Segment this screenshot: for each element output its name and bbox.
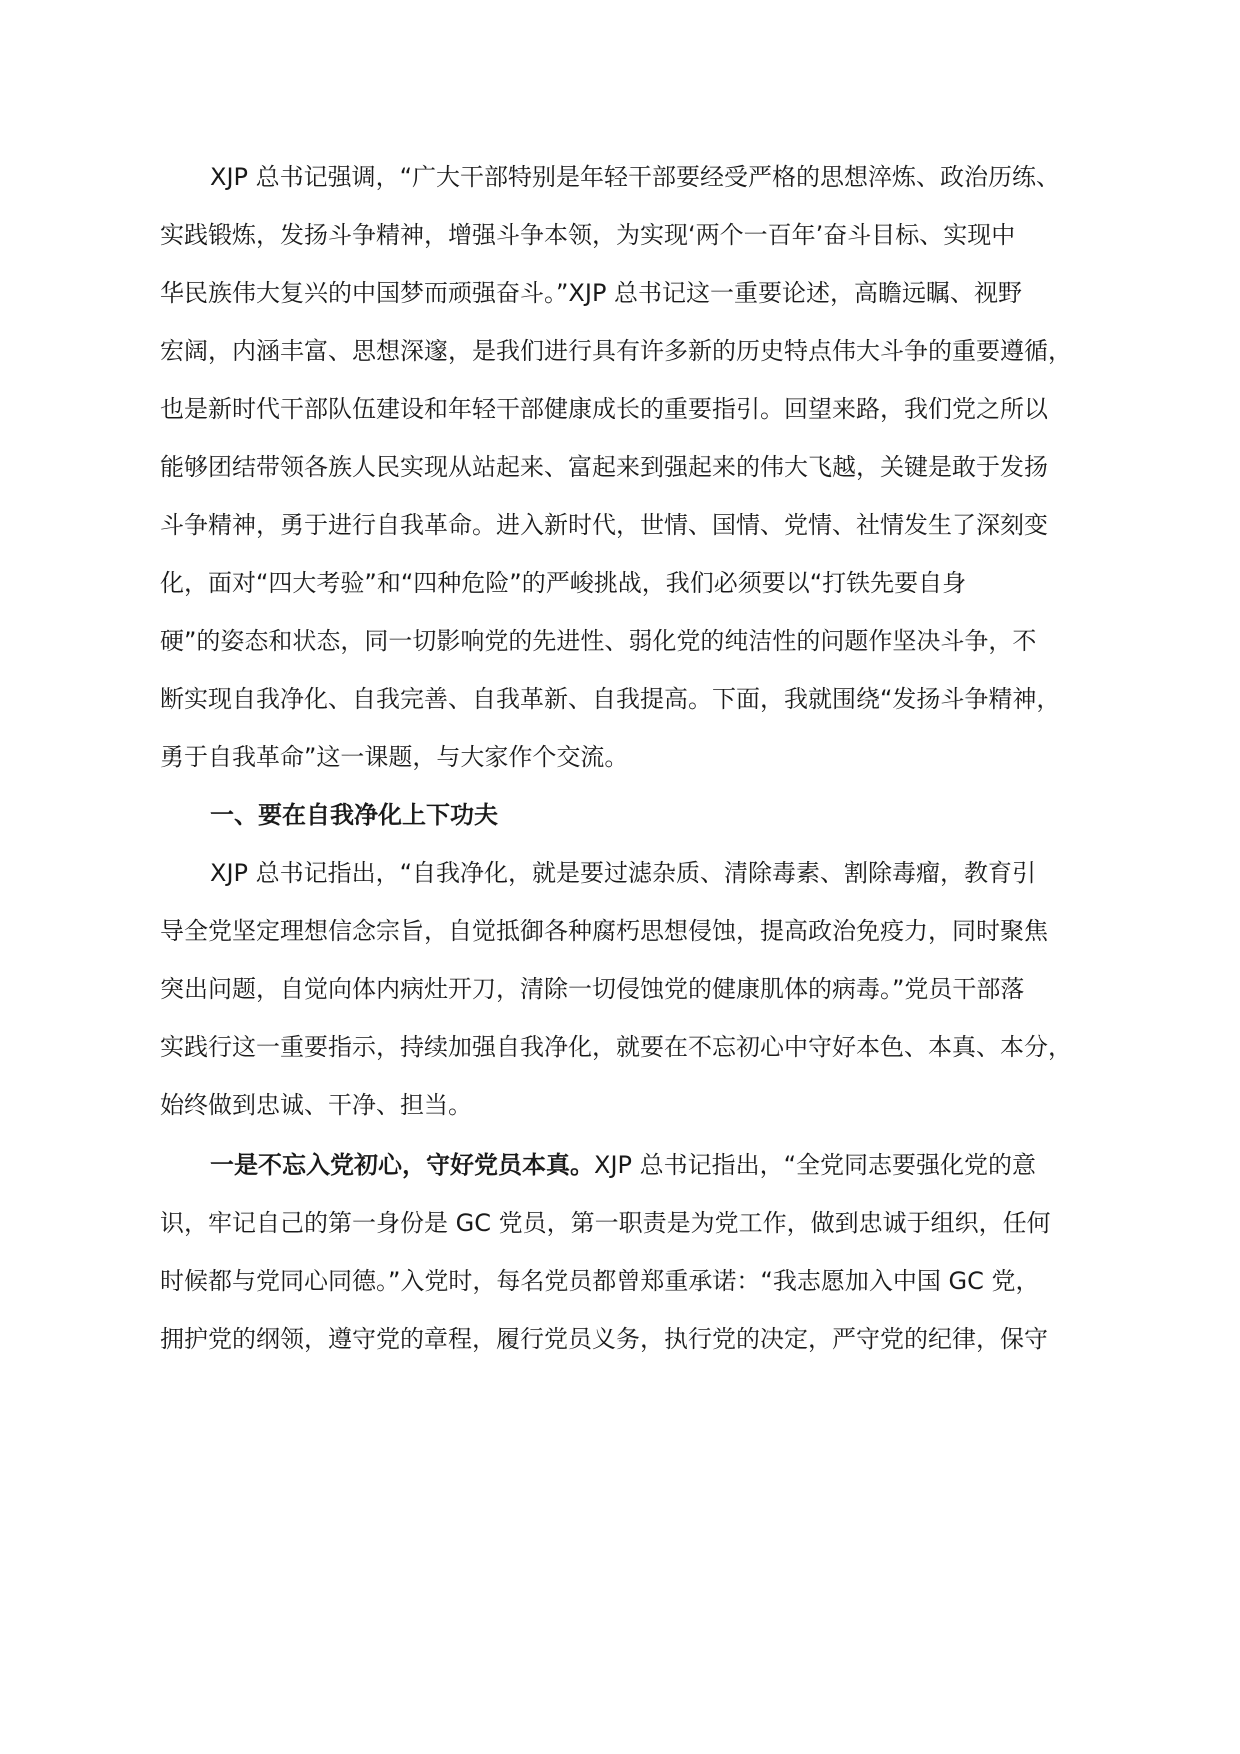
section-heading-1: 一、要在自我净化上下功夫 [210,801,498,829]
paragraph-1-line-1: XJP 总书记强调，“广大干部特别是年轻干部要经受严格的思想淬炼、政治历练、 [210,163,1061,191]
paragraph-2-line-4: 实践行这一重要指示，持续加强自我净化，就要在不忘初心中守好本色、本真、本分， [160,1033,1072,1061]
paragraph-3-line-3: 时候都与党同心同德。”入党时，每名党员都曾郑重承诺：“我志愿加入中国 GC 党， [160,1267,1040,1295]
paragraph-2-line-3: 突出问题，自觉向体内病灶开刀，清除一切侵蚀党的健康肌体的病毒。”党员干部落 [160,975,1025,1003]
paragraph-1-line-6: 能够团结带领各族人民实现从站起来、富起来到强起来的伟大飞越，关键是敢于发扬 [160,453,1048,481]
paragraph-1-line-8: 化，面对“四大考验”和“四种危险”的严峻挑战，我们必须要以“打铁先要自身 [160,569,967,597]
paragraph-3-first-rest: XJP 总书记指出，“全党同志要强化党的意 [594,1151,1037,1179]
paragraph-1-line-9: 硬”的姿态和状态，同一切影响党的先进性、弱化党的纯洁性的问题作坚决斗争，不 [160,627,1037,655]
paragraph-2-line-5: 始终做到忠诚、干净、担当。 [160,1091,472,1119]
paragraph-3-bold-lead: 一是不忘入党初心，守好党员本真。 [210,1151,594,1179]
paragraph-3-line-4: 拥护党的纲领，遵守党的章程，履行党员义务，执行党的决定，严守党的纪律，保守 [160,1325,1048,1353]
paragraph-1-line-2: 实践锻炼，发扬斗争精神，增强斗争本领，为实现‘两个一百年’奋斗目标、实现中 [160,221,1016,249]
paragraph-1-line-11: 勇于自我革命”这一课题，与大家作个交流。 [160,743,629,771]
paragraph-2-line-2: 导全党坚定理想信念宗旨，自觉抵御各种腐朽思想侵蚀，提高政治免疫力，同时聚焦 [160,917,1048,945]
paragraph-1-line-3: 华民族伟大复兴的中国梦而顽强奋斗。”XJP 总书记这一重要论述，高瞻远瞩、视野 [160,279,1023,307]
paragraph-1-line-7: 斗争精神，勇于进行自我革命。进入新时代，世情、国情、党情、社情发生了深刻变 [160,511,1048,539]
paragraph-1-line-10: 断实现自我净化、自我完善、自我革新、自我提高。下面，我就围绕“发扬斗争精神， [160,685,1061,713]
paragraph-3-line-1 [210,1150,1036,1180]
paragraph-1-line-4: 宏阔，内涵丰富、思想深邃，是我们进行具有许多新的历史特点伟大斗争的重要遵循， [160,337,1072,365]
paragraph-2-line-1: XJP 总书记指出，“自我净化，就是要过滤杂质、清除毒素、割除毒瘤，教育引 [210,859,1037,887]
paragraph-3-line-2: 识，牢记自己的第一身份是 GC 党员，第一职责是为党工作，做到忠诚于组织，任何 [160,1209,1051,1237]
paragraph-1-line-5: 也是新时代干部队伍建设和年轻干部健康成长的重要指引。回望来路，我们党之所以 [160,395,1048,423]
